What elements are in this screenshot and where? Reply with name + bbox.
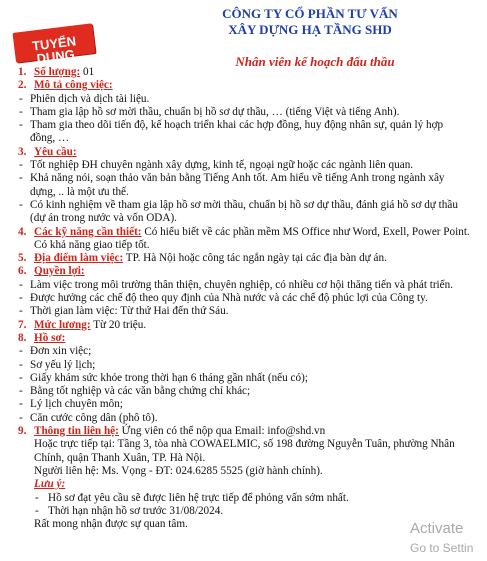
section-title: Yêu cầu: bbox=[34, 145, 77, 158]
closing-line: Rất mong nhận được sự quan tâm. bbox=[34, 518, 188, 531]
documents-list bbox=[18, 345, 470, 425]
list-item: - Có kinh nghiệm về tham gia lập hồ sơ mời thầu, chuẩn bị hồ sơ dự thầu, đánh giá hồ sơ dự thầu (dự án trong nước và vốn ODA). bbox=[18, 199, 470, 226]
section-title: Các kỹ năng cần thiết: bbox=[34, 225, 142, 238]
section-title: Địa điểm làm việc: bbox=[34, 252, 124, 265]
list-item: - Lý lịch chuyên môn; bbox=[18, 398, 470, 411]
company-line-1: CÔNG TY CỔ PHẦN TƯ VẤN bbox=[222, 6, 398, 21]
section-quantity: 1. Số lượng: 01 bbox=[18, 66, 95, 78]
section-benefits: 6. Quyền lợi: bbox=[18, 265, 85, 278]
list-item: - Phiên dịch và dịch tài liệu. bbox=[18, 93, 470, 106]
section-value: Có hiểu biết về các phần mềm MS Office như Word, Exell, Power Point. Có khả năng giao tiếp tốt. bbox=[34, 225, 470, 251]
note-title: Lưu ý: bbox=[34, 478, 66, 491]
section-job-description: 2. Mô tả công việc: bbox=[18, 79, 113, 92]
recruitment-logo bbox=[8, 14, 100, 67]
list-item: - Tham gia lập hồ sơ mời thầu, chuẩn bị hồ sơ dự thầu, … (tiếng Việt và tiếng Anh). bbox=[18, 106, 470, 119]
section-requirements: 3. Yêu cầu: bbox=[18, 145, 77, 158]
position-title: Nhân viên kế hoạch đấu thầu bbox=[235, 54, 395, 69]
section-title: Hồ sơ: bbox=[34, 331, 66, 344]
activation-watermark-line-1: Activate bbox=[410, 520, 464, 537]
job-description-list bbox=[18, 93, 470, 146]
section-location: 5. Địa điểm làm việc: TP. Hà Nội hoặc công tác ngắn ngày tại các địa bàn dự án. bbox=[18, 252, 387, 265]
list-item: - Tốt nghiệp ĐH chuyên ngành xây dựng, kinh tế, ngoại ngữ hoặc các ngành liên quan. bbox=[18, 159, 470, 172]
section-title: Số lượng: bbox=[34, 66, 81, 78]
logo-text: TUYỂN DỤNG bbox=[31, 33, 77, 67]
list-item: - Đơn xin việc; bbox=[18, 345, 470, 358]
company-name bbox=[150, 6, 470, 38]
list-item: - Tham gia theo dõi tiến độ, kế hoạch triển khai các hợp đồng, huy động nhân sự, quản lý hợp đồng, … bbox=[18, 119, 470, 146]
list-item: - Thời gian làm việc: Từ thứ Hai đến thứ Sáu. bbox=[18, 305, 470, 318]
company-line-2: XÂY DỰNG HẠ TẦNG SHD bbox=[228, 22, 392, 37]
notes-list bbox=[18, 492, 470, 519]
section-title: Mô tả công việc: bbox=[34, 79, 113, 92]
activation-watermark-line-2: Go to Settin bbox=[410, 541, 474, 555]
section-title: Quyền lợi: bbox=[34, 265, 85, 278]
section-skills: 4. Các kỹ năng cần thiết: Có hiểu biết về các phần mềm MS Office như Word, Exell, Power Point. Có khả năng giao tiếp tốt. bbox=[18, 225, 470, 251]
section-title: Mức lương: bbox=[34, 318, 91, 331]
list-item: - Sơ yếu lý lịch; bbox=[18, 359, 470, 372]
list-item: - Hồ sơ đạt yêu cầu sẽ được liên hệ trực tiếp để phỏng vấn sớm nhất. bbox=[34, 492, 470, 505]
contact-email: Ứng viên có thể nộp qua Email: info@shd.vn bbox=[118, 425, 326, 438]
requirements-list bbox=[18, 159, 470, 225]
list-item: - Thời hạn nhận hồ sơ trước 31/08/2024. bbox=[34, 505, 470, 518]
section-value: TP. Hà Nội hoặc công tác ngắn ngày tại các địa bàn dự án. bbox=[123, 252, 387, 265]
list-item: - Bằng tốt nghiệp và các văn bằng chứng chỉ khác; bbox=[18, 385, 470, 398]
section-documents: 8. Hồ sơ: bbox=[18, 331, 66, 344]
section-title: Thông tin liên hệ: bbox=[34, 425, 119, 438]
list-item: - Căn cước công dân (phô tô). bbox=[18, 412, 470, 425]
recruitment-banner bbox=[12, 23, 95, 67]
contact-person: Người liên hệ: Ms. Vọng - ĐT: 024.6285 5525 (giờ hành chính). bbox=[34, 464, 323, 477]
section-value: 01 bbox=[80, 66, 95, 78]
section-contact: 9. Thông tin liên hệ: Ứng viên có thể nộp qua Email: info@shd.vn bbox=[18, 425, 326, 438]
benefits-list bbox=[18, 279, 470, 319]
list-item: - Giấy khám sức khỏe trong thời hạn 6 tháng gần nhất (nếu có); bbox=[18, 372, 470, 385]
job-description bbox=[18, 66, 470, 531]
section-salary: 7. Mức lương: Từ 20 triệu. bbox=[18, 318, 147, 331]
list-item: - Làm việc trong môi trường thân thiện, chuyên nghiệp, có nhiều cơ hội thăng tiến và phát triển. bbox=[18, 279, 470, 292]
contact-address: Hoặc trực tiếp tại: Tầng 3, tòa nhà COWAELMIC, số 198 đường Nguyễn Tuân, phường Nhân Chính, quận Thanh Xuân, TP. Hà Nội. bbox=[34, 438, 455, 464]
list-item: - Khả năng nói, soạn thảo văn bản bằng Tiếng Anh tốt. Am hiểu về tiếng Anh trong ngành xây dựng, .. là một ưu thế. bbox=[18, 172, 470, 199]
list-item: - Được hưởng các chế độ theo quy định của Nhà nước và các chế độ phúc lợi của Công ty. bbox=[18, 292, 470, 305]
section-value: Từ 20 triệu. bbox=[90, 318, 147, 331]
